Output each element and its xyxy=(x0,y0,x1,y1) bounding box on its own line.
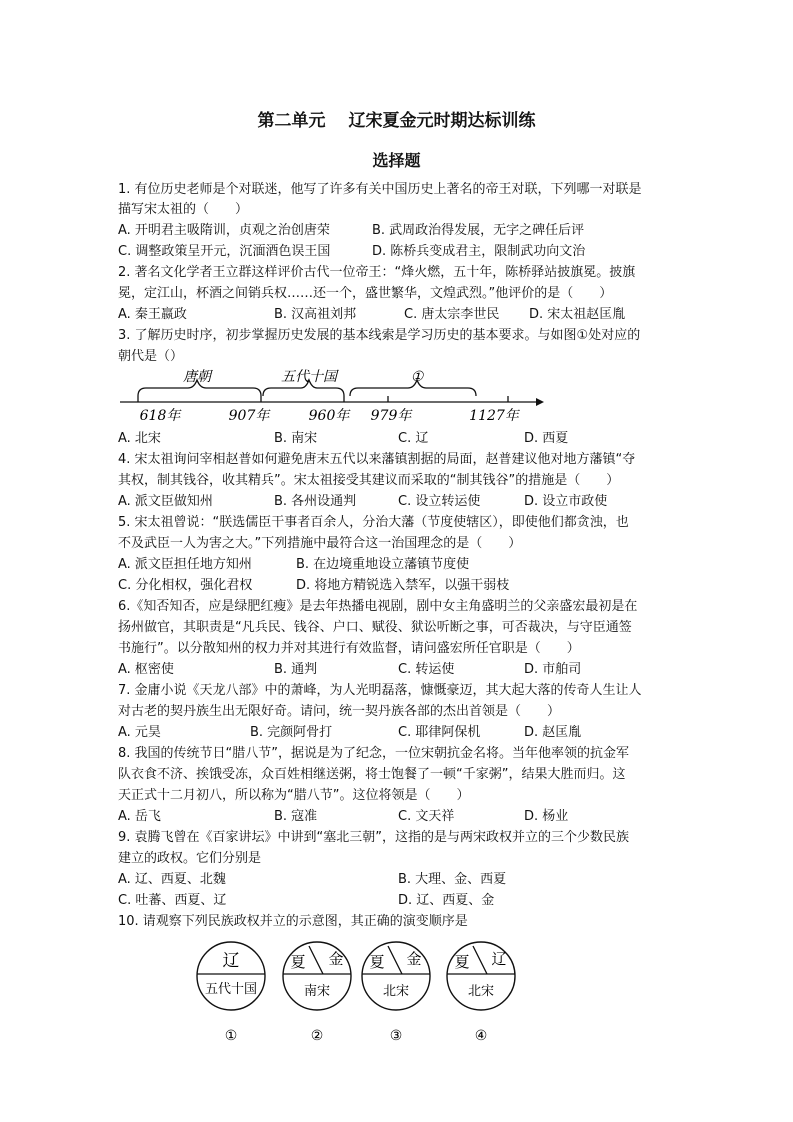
diagram-number: ④ xyxy=(474,1028,488,1044)
question-text-line: 7. 金庸小说《天龙八部》中的萧峰，为人光明磊落，慷慨豪迈，其大起大落的传奇人生让人 xyxy=(118,683,642,698)
option-c: C. 耶律阿保机 xyxy=(398,725,481,740)
option-c: C. 文天祥 xyxy=(398,809,455,824)
page-title: 第二单元 辽宋夏金元时期达标训练 xyxy=(257,111,536,131)
option-a: A. 枢密使 xyxy=(118,662,174,677)
question-text-line: 建立的政权。它们分别是 xyxy=(118,851,262,866)
regime-label: 金 xyxy=(406,950,422,968)
option-a: A. 派文臣做知州 xyxy=(118,494,213,509)
option-c: C. 分化相权，强化君权 xyxy=(118,578,253,593)
regime-label: 五代十国 xyxy=(204,982,258,997)
option-d: D. 陈桥兵变成君主，限制武功向文治 xyxy=(372,244,586,259)
timeline-diagram xyxy=(118,368,548,426)
option-c: C. 设立转运使 xyxy=(398,494,481,509)
option-d: D. 西夏 xyxy=(524,431,569,446)
option-b: B. 南宋 xyxy=(274,431,318,446)
option-c: C. 吐蕃、西夏、辽 xyxy=(118,893,227,908)
circle-diagram-1 xyxy=(197,942,265,1044)
option-a: A. 秦王嬴政 xyxy=(118,307,187,322)
arrow-icon xyxy=(536,398,544,406)
regime-label: 北宋 xyxy=(382,984,410,999)
option-b: B. 在边境重地设立藩镇节度使 xyxy=(296,557,470,572)
option-d: D. 宋太祖赵匡胤 xyxy=(529,307,626,322)
option-b: B. 大理、金、西夏 xyxy=(398,872,507,887)
regime-label: 北宋 xyxy=(467,984,495,999)
option-a: A. 岳飞 xyxy=(118,809,161,824)
section-title: 选择题 xyxy=(372,151,421,170)
regime-label: 南宋 xyxy=(303,984,331,999)
option-d: D. 设立市政使 xyxy=(524,494,608,509)
regime-label: 辽 xyxy=(222,951,240,971)
year-label: 979年 xyxy=(370,408,412,424)
question-text-line: 8. 我国的传统节日“腊八节”，据说是为了纪念，一位宋朝抗金名将。当年他率领的抗金军 xyxy=(118,746,630,761)
question-text-line: 1. 有位历史老师是个对联迷，他写了许多有关中国历史上著名的帝王对联，下列哪一对联是 xyxy=(118,182,642,197)
regime-label: 夏 xyxy=(454,953,470,971)
option-c: C. 转运使 xyxy=(398,662,455,677)
question-text-line: 2. 著名文化学者王立群这样评价古代一位帝王：“烽火燃，五十年，陈桥驿站披旗冕。披旗 xyxy=(118,265,636,280)
option-d: D. 市舶司 xyxy=(524,662,582,677)
regime-label: 夏 xyxy=(290,953,306,971)
question-text-line: 天正式十二月初八，所以称为“腊八节”。这位将领是（ ） xyxy=(118,788,470,803)
circle-diagram-4 xyxy=(447,942,515,1044)
segment-label: ① xyxy=(410,369,424,385)
question-text-line: 5. 宋太祖曾说：“朕选儒臣干事者百余人，分治大藩（节度使辖区），即使他们都贪浊，也 xyxy=(118,515,629,530)
question-text-line: 队衣食不济、挨饿受冻，众百姓相继送粥，将士饱餐了一顿“千家粥”，结果大胜而归。这 xyxy=(118,767,626,782)
regime-label: 夏 xyxy=(369,953,385,971)
option-b: B. 武周政治得发展，无字之碑任后评 xyxy=(372,223,585,238)
option-b: B. 通判 xyxy=(274,662,318,677)
diagram-number: ① xyxy=(224,1028,238,1044)
option-d: D. 将地方精锐选入禁军，以强干弱枝 xyxy=(296,578,510,593)
option-c: C. 调整政策呈开元，沉湎酒色误王国 xyxy=(118,244,331,259)
question-text-line: 不及武臣一人为害之大。”下列措施中最符合这一治国理念的是（ ） xyxy=(118,536,522,551)
year-label: 960年 xyxy=(308,408,350,424)
option-a: A. 开明君主吸隋训，贞观之治创唐荣 xyxy=(118,223,330,238)
segment-label: 唐朝 xyxy=(183,369,211,385)
option-b: B. 汉高祖刘邦 xyxy=(274,307,357,322)
option-a: A. 派文臣担任地方知州 xyxy=(118,557,252,572)
question-text-line: 描写宋太祖的（ ） xyxy=(118,202,249,217)
circle-diagram-3 xyxy=(362,942,430,1044)
segment-label: 五代十国 xyxy=(281,369,337,385)
question-text-line: 其权，制其钱谷，收其精兵”。宋太祖接受其建议而采取的“制其钱谷”的措施是（ ） xyxy=(118,473,620,488)
year-label: 1127年 xyxy=(469,408,519,424)
circle-diagram-2 xyxy=(283,942,351,1044)
option-c: C. 唐太宗李世民 xyxy=(404,307,500,322)
question-text-line: 朝代是（） xyxy=(118,349,184,364)
option-a: A. 辽、西夏、北魏 xyxy=(118,872,226,887)
regime-label: 金 xyxy=(328,950,344,968)
question-text-line: 对古老的契丹族生出无限好奇。请问，统一契丹族各部的杰出首领是（ ） xyxy=(118,704,561,719)
diagram-number: ② xyxy=(310,1028,324,1044)
option-c: C. 辽 xyxy=(398,431,429,446)
question-text-line: 3. 了解历史时序，初步掌握历史发展的基本线索是学习历史的基本要求。与如图①处对应的 xyxy=(118,328,641,343)
option-d: D. 赵匡胤 xyxy=(524,725,582,740)
question-text-line: 书施行”。以分散知州的权力并对其进行有效监督，请问盛宏所任官职是（ ） xyxy=(118,641,580,656)
option-d: D. 辽、西夏、金 xyxy=(398,893,495,908)
question-text-line: 4. 宋太祖询问宰相赵普如何避免唐末五代以来藩镇割据的局面，赵普建议他对地方藩镇“夺 xyxy=(118,452,636,467)
regime-label: 辽 xyxy=(491,950,507,968)
year-label: 618年 xyxy=(139,408,181,424)
question-text-line: 扬州做官，其职责是“凡兵民、钱谷、户口、赋役、狱讼听断之事，可否裁决，与守臣通签 xyxy=(118,620,632,635)
regime-circles-diagram xyxy=(190,938,530,1046)
option-b: B. 各州设通判 xyxy=(274,494,357,509)
option-b: B. 寇准 xyxy=(274,809,318,824)
option-b: B. 完颜阿骨打 xyxy=(250,725,333,740)
option-a: A. 北宋 xyxy=(118,431,161,446)
question-text-line: 10. 请观察下列民族政权并立的示意图，其正确的演变顺序是 xyxy=(118,914,468,929)
option-d: D. 杨业 xyxy=(524,809,569,824)
option-a: A. 元昊 xyxy=(118,725,161,740)
question-text-line: 9. 袁腾飞曾在《百家讲坛》中讲到“塞北三朝”，这指的是与两宋政权并立的三个少数民族 xyxy=(118,830,630,845)
question-text-line: 6.《知否知否，应是绿肥红瘦》是去年热播电视剧，剧中女主角盛明兰的父亲盛宏最初是在 xyxy=(118,599,638,614)
question-text-line: 冕，定江山，杯酒之间销兵权……还一个，盛世繁华，文煌武烈。”他评价的是（ ） xyxy=(118,286,613,301)
diagram-number: ③ xyxy=(389,1028,403,1044)
year-label: 907年 xyxy=(228,408,270,424)
